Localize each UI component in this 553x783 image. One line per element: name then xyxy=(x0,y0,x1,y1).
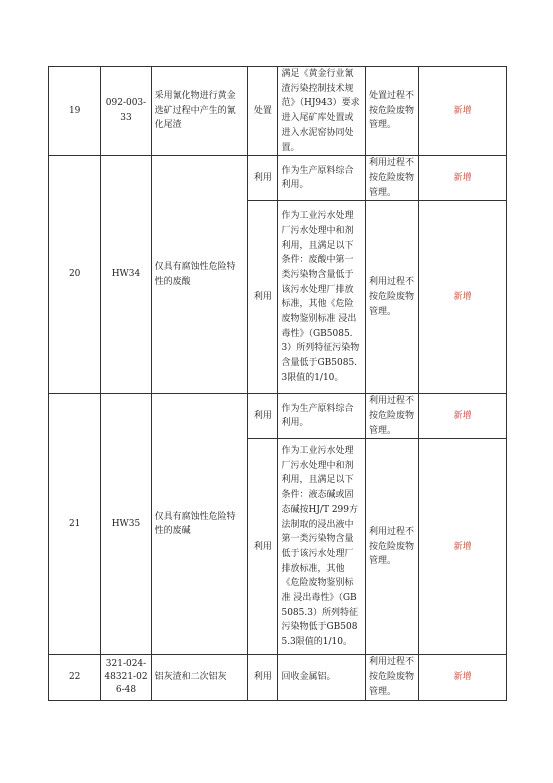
process-method: 利用 xyxy=(248,156,278,201)
status-label: 新增 xyxy=(419,439,507,655)
status-label: 新增 xyxy=(419,655,507,700)
exemption-condition: 作为工业污水处理厂污水处理中和剂利用，且满足以下条件：液态碱或固态碱按HJ/T 299方法制取的浸出液中第一类污染物含量低于该污水处理厂排放标准，其他《危险废物鉴别标准 浸出毒性》（GB5085.3）所列特征污染物低于GB5085.3限值的1/10。 xyxy=(278,439,366,655)
exemption-condition: 作为生产原料综合利用。 xyxy=(278,394,366,439)
exemption-table xyxy=(48,66,507,701)
exemption-condition: 满足《黄金行业氰渣污染控制技术规范》（HJ943）要求进入尾矿库处置或进入水泥窑协同处置。 xyxy=(278,67,366,156)
waste-code: 092-003-33 xyxy=(101,67,151,156)
process-method: 利用 xyxy=(248,201,278,394)
row-number: 21 xyxy=(49,394,101,655)
status-label: 新增 xyxy=(419,394,507,439)
exemption-scope: 利用过程不按危险废物管理。 xyxy=(366,439,419,655)
row-number: 22 xyxy=(49,655,101,700)
waste-code: HW35 xyxy=(101,394,151,655)
exemption-condition: 作为生产原料综合利用。 xyxy=(278,156,366,201)
waste-code: HW34 xyxy=(101,156,151,394)
row-number: 20 xyxy=(49,156,101,394)
process-method: 利用 xyxy=(248,655,278,700)
status-label: 新增 xyxy=(419,67,507,156)
waste-description: 仅具有腐蚀性危险特性的废碱 xyxy=(151,394,248,655)
exemption-condition: 回收金属铝。 xyxy=(278,655,366,700)
exemption-scope: 处置过程不按危险废物管理。 xyxy=(366,67,419,156)
exemption-scope: 利用过程不按危险废物管理。 xyxy=(366,655,419,700)
row-number: 19 xyxy=(49,67,101,156)
table-row xyxy=(49,156,507,201)
table-row xyxy=(49,394,507,439)
status-label: 新增 xyxy=(419,201,507,394)
waste-code: 321-024-48321-026-48 xyxy=(101,655,151,700)
exemption-scope: 利用过程不按危险废物管理。 xyxy=(366,156,419,201)
process-method: 利用 xyxy=(248,439,278,655)
table-row xyxy=(49,655,507,700)
exemption-condition: 作为工业污水处理厂污水处理中和剂利用，且满足以下条件：废酸中第一类污染物含量低于该污水处理厂排放标准，其他《危险废物鉴别标准 浸出毒性》（GB5085.3）所列特征污染物含量低于GB5085.3限值的1/10。 xyxy=(278,201,366,394)
waste-description: 仅具有腐蚀性危险特性的废酸 xyxy=(151,156,248,394)
process-method: 利用 xyxy=(248,394,278,439)
exemption-scope: 利用过程不按危险废物管理。 xyxy=(366,201,419,394)
table-row xyxy=(49,67,507,156)
waste-description: 铝灰渣和二次铝灰 xyxy=(151,655,248,700)
status-label: 新增 xyxy=(419,156,507,201)
process-method: 处置 xyxy=(248,67,278,156)
waste-description: 采用氰化物进行黄金选矿过程中产生的氰化尾渣 xyxy=(151,67,248,156)
exemption-scope: 利用过程不按危险废物管理。 xyxy=(366,394,419,439)
